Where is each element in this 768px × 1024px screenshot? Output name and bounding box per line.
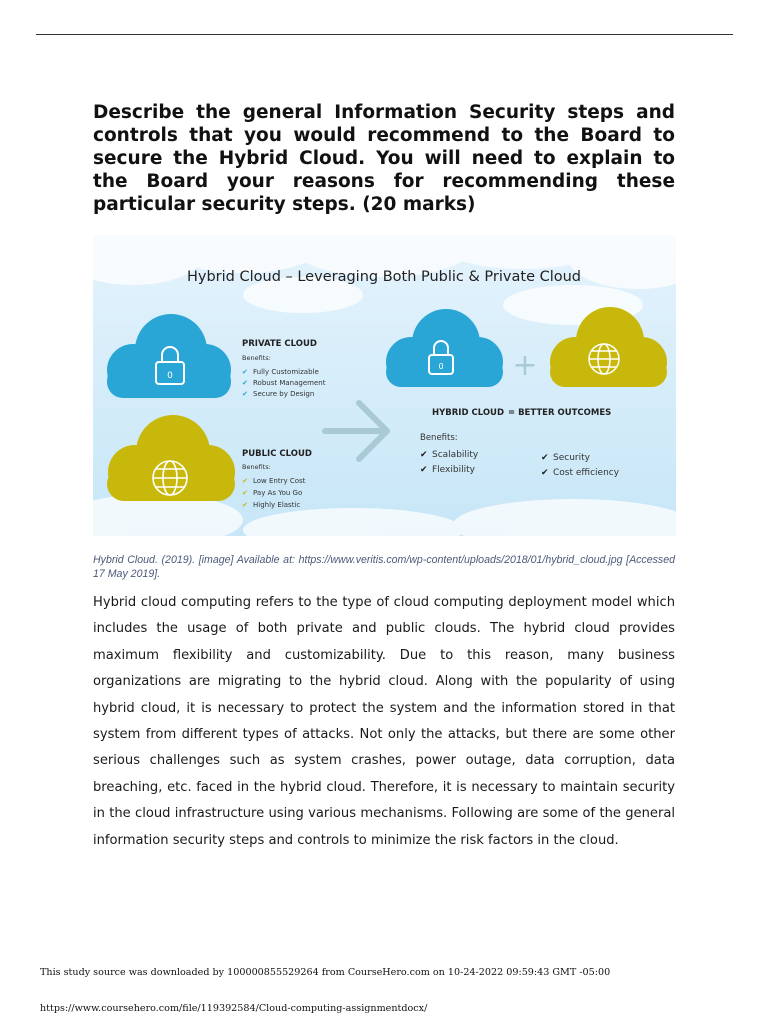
public-benefit-item: Pay As You Go — [253, 489, 303, 497]
private-benefit-item: Fully Customizable — [253, 368, 319, 376]
lock-digit: 0 — [438, 362, 444, 371]
body-paragraph: Hybrid cloud computing refers to the type of cloud computing deployment model which includes the usage of both private and public clouds. The hybrid cloud provides maximum flexibility and customizability. Due to this reason, many business organizations are migrating to the hybrid cloud. Along with the popularity of using hybrid cloud, it is necessary to protect the system and the information stored in that system from different types of attacks. Not only the attacks, but there are some other serious challenges such as system crashes, power outage, data corruption, data breaching, etc. faced in the hybrid cloud. Therefore, it is necessary to maintain security in the cloud infrastructure using various mechanisms. Following are some of the general information security steps and controls to minimize the risk factors in the cloud. — [93, 595, 675, 848]
question-heading: Describe the general Information Security steps and controls that you would recommend to the Board to secure the Hybrid Cloud. You will need to explain to the Board your reasons for recommending these particular security steps. (20 marks) — [93, 102, 675, 215]
hybrid-benefit-item: Flexibility — [432, 465, 475, 475]
public-benefit-item: Highly Elastic — [253, 501, 301, 509]
figure-title: Hybrid Cloud – Leveraging Both Public & Private Cloud — [186, 269, 582, 285]
check-icon: ✔ — [541, 453, 549, 463]
hybrid-benefit-item: Scalability — [432, 450, 479, 460]
header-rule — [36, 34, 733, 35]
check-icon: ✔ — [242, 379, 248, 387]
check-icon: ✔ — [242, 390, 248, 398]
public-benefit-item: Low Entry Cost — [253, 477, 306, 485]
source-url: https://www.coursehero.com/file/119392584/Cloud-computing-assignmentdocx/ — [40, 1003, 428, 1014]
hybrid-outcome: = BETTER OUTCOMES — [508, 408, 612, 418]
hybrid-benefit-item: Security — [553, 453, 590, 463]
public-benefits-label: Benefits: — [242, 463, 271, 471]
private-cloud-heading: PRIVATE CLOUD — [242, 339, 317, 349]
check-icon: ✔ — [242, 501, 248, 509]
private-benefit-item: Secure by Design — [253, 390, 315, 398]
hybrid-benefits-label: Benefits: — [420, 433, 458, 443]
public-cloud-heading: PUBLIC CLOUD — [242, 449, 312, 459]
hybrid-benefit-item: Cost efficiency — [553, 468, 620, 478]
lock-digit: 0 — [167, 371, 173, 381]
private-benefits-label: Benefits: — [242, 354, 271, 362]
plus-sign: + — [512, 348, 538, 383]
check-icon: ✔ — [541, 468, 549, 478]
check-icon: ✔ — [242, 368, 248, 376]
check-icon: ✔ — [242, 477, 248, 485]
check-icon: ✔ — [420, 450, 428, 460]
check-icon: ✔ — [420, 465, 428, 475]
private-benefit-item: Robust Management — [253, 379, 326, 387]
check-icon: ✔ — [242, 489, 248, 497]
download-notice: This study source was downloaded by 100000855529264 from CourseHero.com on 10-24-2022 09:59:43 GMT -05:00 — [40, 967, 611, 978]
figure-caption: Hybrid Cloud. (2019). [image] Available at: https://www.veritis.com/wp-content/uploads/2018/01/hybrid_cloud.jpg [Accessed 17 May 2019]. — [93, 554, 675, 580]
hybrid-cloud-figure — [93, 235, 676, 536]
hybrid-cloud-heading: HYBRID CLOUD — [432, 408, 505, 418]
